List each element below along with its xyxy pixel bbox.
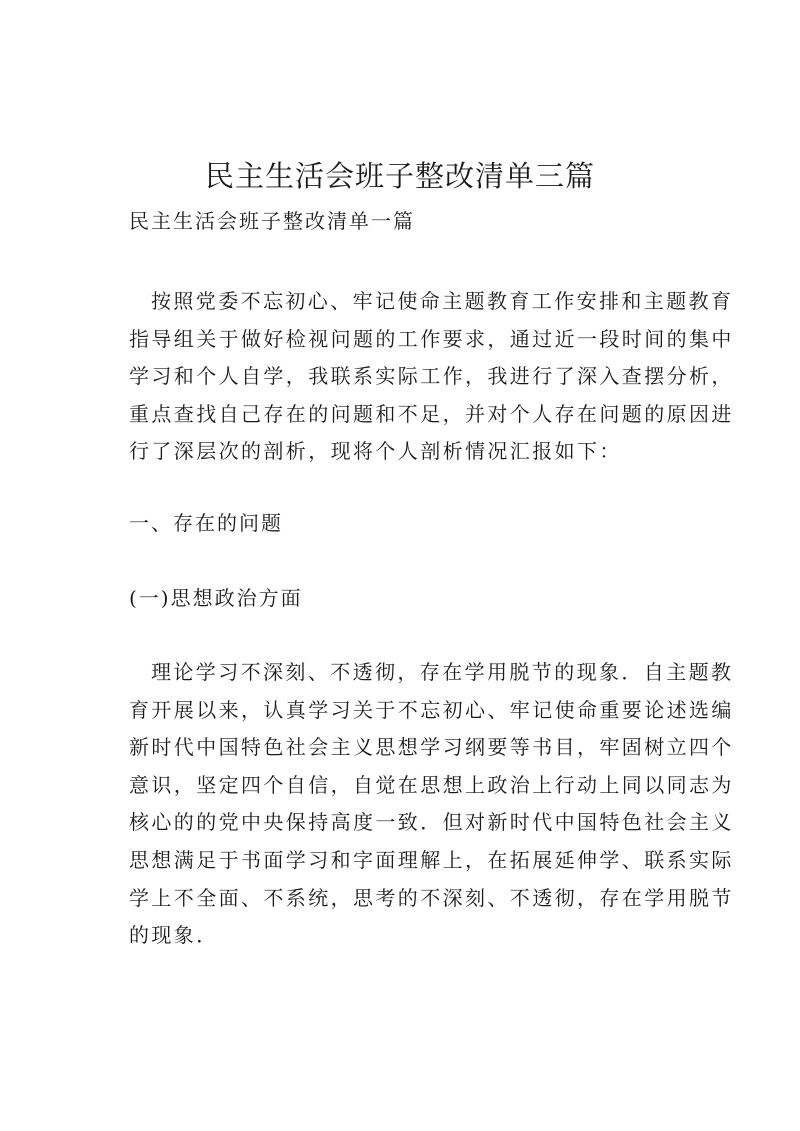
body-line: 的现象． [129, 923, 219, 948]
body-line: 思想满足于书面学习和字面理解上，在拓展延伸学、联系实际 [129, 847, 734, 872]
intro-paragraph [107, 283, 734, 471]
document-title: 民主生活会班子整改清单三篇 [204, 159, 595, 193]
intro-line: 学习和个人自学，我联系实际工作，我进行了深入查摆分析， [129, 364, 734, 389]
intro-line: 重点查找自己存在的问题和不足，并对个人存在问题的原因进 [129, 401, 734, 426]
body-paragraph [107, 654, 734, 955]
intro-line: 按照党委不忘初心、牢记使命主题教育工作安排和主题教育 [151, 289, 734, 313]
body-line: 理论学习不深刻、不透彻，存在学用脱节的现象．自主题教 [151, 660, 734, 684]
body-line: 意识，坚定四个自信，自觉在思想上政治上行动上同以同志为 [129, 772, 734, 797]
body-line: 育开展以来，认真学习关于不忘初心、牢记使命重要论述选编 [129, 697, 734, 722]
body-line: 核心的的党中央保持高度一致．但对新时代中国特色社会主义 [129, 810, 734, 835]
body-line: 新时代中国特色社会主义思想学习纲要等书目，牢固树立四个 [129, 735, 734, 760]
intro-line: 行了深层次的剖析，现将个人剖析情况汇报如下： [129, 439, 622, 464]
intro-line: 指导组关于做好检视问题的工作要求，通过近一段时间的集中 [129, 326, 734, 351]
subsection-heading: (一)思想政治方面 [129, 586, 303, 610]
section-heading: 一、存在的问题 [129, 511, 283, 535]
body-line: 学上不全面、不系统，思考的不深刻、不透彻，存在学用脱节 [129, 885, 734, 910]
document-subtitle: 民主生活会班子整改清单一篇 [129, 209, 415, 233]
